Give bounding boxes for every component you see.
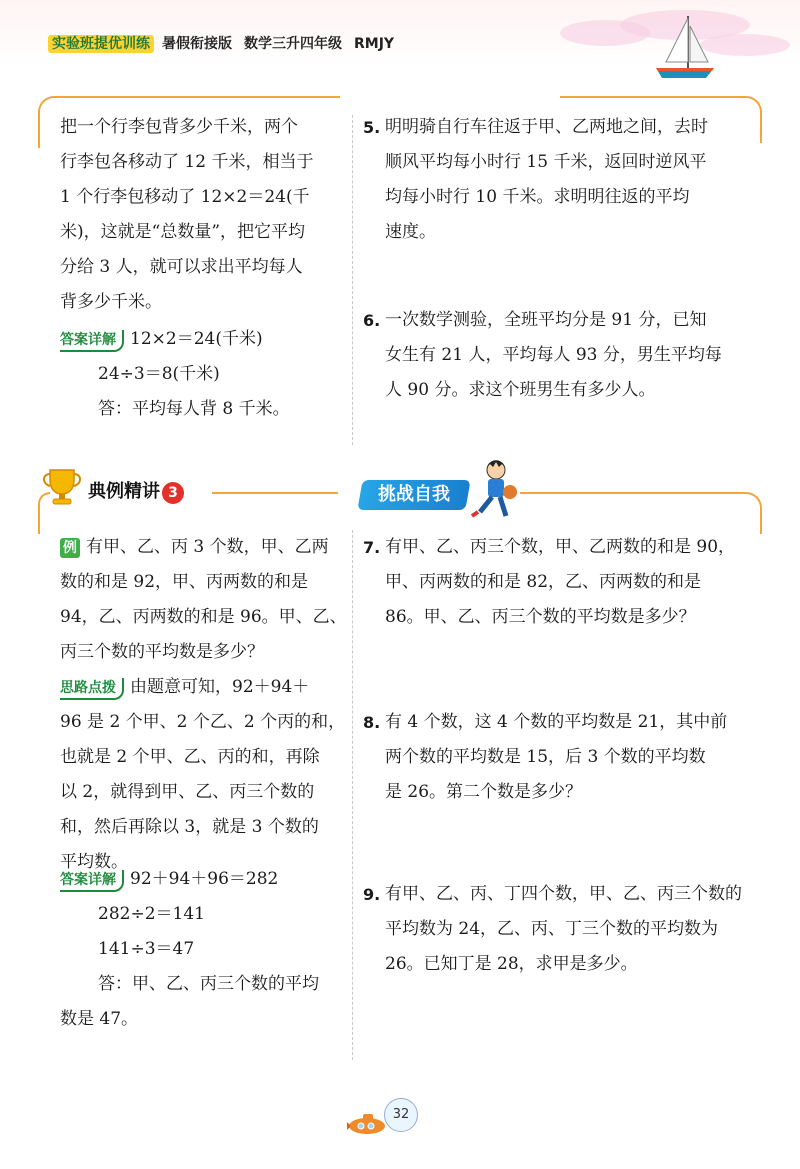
text-line: 以 2，就得到甲、乙、丙三个数的: [60, 782, 315, 802]
brand-label: 实验班提优训练: [48, 35, 154, 53]
subject-label: 数学三升四年级: [244, 36, 342, 52]
section-title-text: 典例精讲: [88, 481, 160, 502]
question-number: 6.: [363, 311, 381, 330]
header-title: [48, 33, 394, 53]
text-line: 也就是 2 个甲、乙、丙的和，再除: [60, 747, 320, 767]
question-number: 9.: [363, 885, 381, 904]
text-line: 速度。: [385, 222, 436, 242]
text-line: 有 4 个数，这 4 个数的平均数是 21，其中前: [385, 712, 728, 732]
challenge-title: 挑战自我: [378, 484, 450, 505]
text-line: 一次数学测验，全班平均分是 91 分，已知: [385, 310, 707, 330]
text-line: 平均数。: [60, 852, 128, 872]
text-line: 米)，这就是“总数量”，把它平均: [60, 222, 306, 242]
text-line: 1 个行李包移动了 12×2＝24(千: [60, 187, 310, 207]
answer-line: 24÷3＝8(千米): [98, 364, 220, 384]
answer-block: [60, 322, 360, 427]
code-label: RMJY: [354, 36, 395, 52]
submarine-icon: [345, 1108, 389, 1136]
question-9: [363, 877, 763, 982]
text-line: 数的和是 92，甲、丙两数的和是: [60, 572, 309, 592]
question-number: 7.: [363, 538, 381, 557]
text-line: 行李包各移动了 12 千米，相当于: [60, 152, 314, 172]
text-line: 分给 3 人，就可以求出平均每人: [60, 257, 303, 277]
text-line: 86。甲、乙、丙三个数的平均数是多少？: [385, 607, 696, 627]
text-line: 有甲、乙、丙 3 个数，甲、乙两: [86, 537, 329, 557]
text-line: 女生有 21 人，平均每人 93 分，男生平均每: [385, 345, 722, 365]
example-tag: 例: [60, 538, 80, 558]
answer-line: 282÷2＝141: [98, 904, 205, 924]
question-5: [363, 110, 763, 250]
challenge-badge: [357, 480, 470, 510]
text-line: 26。已知丁是 28，求甲是多少。: [385, 954, 638, 974]
answer-line: 答：甲、乙、丙三个数的平均: [98, 974, 319, 994]
question-number: 5.: [363, 118, 381, 137]
page-number: 32: [384, 1098, 418, 1132]
example-answer-block: [60, 862, 360, 1037]
edition-label: 暑假衔接版: [162, 36, 232, 52]
section-number-badge: 3: [162, 482, 184, 504]
text-line: 96 是 2 个甲、2 个乙、2 个丙的和，: [60, 712, 346, 732]
text-line: 两个数的平均数是 15，后 3 个数的平均数: [385, 747, 706, 767]
example-block: [60, 530, 360, 670]
text-line: 明明骑自行车往返于甲、乙两地之间，去时: [385, 117, 708, 137]
answer-line: 数是 47。: [60, 1009, 139, 1029]
answer-line: 12×2＝24(千米): [130, 329, 263, 349]
challenge-frame: [520, 492, 762, 534]
question-number: 8.: [363, 713, 381, 732]
text-line: 94，乙、丙两数的和是 96。甲、乙、: [60, 607, 347, 627]
sailboat-icon: [652, 12, 718, 82]
question-8: [363, 705, 763, 810]
text-line: 有甲、乙、丙三个数，甲、乙两数的和是 90，: [385, 537, 736, 557]
question-7: [363, 530, 763, 635]
text-line: 有甲、乙、丙、丁四个数，甲、乙、丙三个数的: [385, 884, 742, 904]
text-line: 人 90 分。求这个班男生有多少人。: [385, 380, 656, 400]
text-line: 均每小时行 10 千米。求明明往返的平均: [385, 187, 690, 207]
text-line: 和，然后再除以 3，就是 3 个数的: [60, 817, 319, 837]
answer-tag: 答案详解: [60, 870, 124, 892]
hint-block: [60, 670, 360, 880]
text-line: 是 26。第二个数是多少？: [385, 782, 583, 802]
text-line: 丙三个数的平均数是多少？: [60, 642, 264, 662]
answer-line: 92＋94＋96＝282: [130, 869, 279, 889]
question-6: [363, 303, 763, 408]
text-line: 把一个行李包背多少千米，两个: [60, 117, 298, 137]
text-line: 由题意可知，92＋94＋: [130, 677, 310, 697]
text-line: 平均数为 24，乙、丙、丁三个数的平均数为: [385, 919, 719, 939]
section-rule: [212, 492, 338, 494]
text-line: 背多少千米。: [60, 292, 162, 312]
text-line: 顺风平均每小时行 15 千米，返回时逆风平: [385, 152, 707, 172]
answer-tag: 答案详解: [60, 330, 124, 352]
solution-continuation: [60, 110, 360, 320]
hint-tag: 思路点拨: [60, 678, 124, 700]
text-line: 甲、丙两数的和是 82，乙、丙两数的和是: [385, 572, 702, 592]
page-header: [0, 0, 800, 95]
answer-line: 141÷3＝47: [98, 939, 195, 959]
running-boy-icon: [466, 458, 522, 524]
section-title: [88, 477, 184, 504]
answer-line: 答：平均每人背 8 千米。: [98, 399, 290, 419]
left-frame-bottom: [38, 492, 50, 534]
